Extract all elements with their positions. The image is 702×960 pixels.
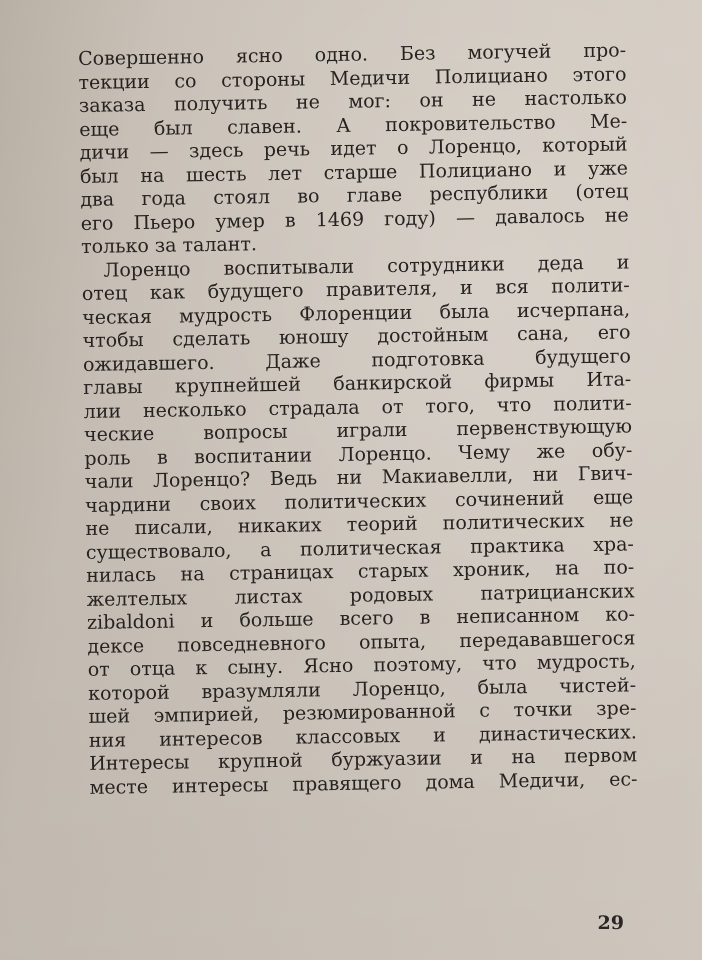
word: буржуазии [331,747,442,772]
word: на [511,745,536,769]
word: политических [284,489,427,514]
text-line: только за талант. [80,233,258,258]
word: в [284,209,296,232]
word: теорий [346,512,418,536]
word: получить [173,92,268,116]
word: с [479,699,491,722]
word: полити- [551,274,630,298]
word: давалось [494,204,585,228]
word: Ведь [269,467,318,491]
word: повседневного [177,631,326,657]
word: всего [339,607,394,630]
word: во [297,185,320,208]
word: будущего [207,279,304,303]
word: не [85,517,110,540]
word: Гвич- [577,462,633,486]
word: листах [234,585,303,609]
word: больше [239,608,314,632]
word: сана, [516,322,570,346]
word: ес- [609,767,638,791]
word: вся [495,275,529,299]
word: крупной [217,749,303,773]
word: Полициано [434,64,548,88]
word: славен. [226,114,302,139]
word: Ита- [586,368,632,392]
word: Ясно [303,654,354,678]
word: ни [532,463,559,486]
word: как [149,281,186,304]
word: родовых [349,582,434,607]
word: хроник, [452,557,531,582]
word: мог: [348,90,392,113]
word: обу- [591,438,633,462]
word: интересы [171,773,269,798]
word: еще [79,117,120,141]
word: воспитании [194,443,313,468]
word: месте [89,775,149,799]
word: сочинений [454,486,565,511]
word: на [554,557,580,580]
word: республики [429,181,549,206]
word: страдала [268,396,360,420]
word: Лоренцо? [152,468,251,492]
word: полити- [553,391,632,416]
word: не [471,88,497,111]
word: династических. [478,720,637,746]
word: Ме- [589,109,628,133]
word: что [482,652,517,675]
word: от [87,658,110,681]
word: текции [78,70,150,94]
word: эмпирией, [153,703,260,727]
word: дома [425,770,475,794]
word: и [432,723,447,747]
word: ческие [83,422,155,446]
word: исчерпана, [516,297,631,322]
word: не [604,203,629,227]
word: первенствующую [456,415,633,441]
word: два [80,188,115,211]
word: существовало, [85,539,232,564]
word: чардини [85,493,172,517]
word: Медичи [329,66,411,90]
word: главы [83,376,143,399]
word: неписанном [456,604,580,629]
word: Совершенно [78,46,205,70]
page-number: 29 [597,912,624,934]
word: стоял [213,186,271,209]
word: лет [267,161,303,185]
word: отца [129,657,176,681]
word: поэтому, [373,653,463,677]
word: на [140,164,165,187]
word: политическая [299,535,442,561]
word: чтобы [82,329,144,352]
word: шей [88,705,131,728]
word: шесть [185,162,247,186]
word: и [459,276,473,300]
word: по- [603,556,635,579]
word: мудрость, [536,650,636,674]
word: была [477,675,528,699]
word: главе [346,183,403,207]
word: чали [84,470,134,493]
word: банкирской [333,371,453,396]
word: в [419,606,431,629]
word: ния [88,728,127,752]
word: 1469 [315,208,365,231]
word: Макиавелли, [381,464,514,489]
word: хра- [593,532,635,556]
word: его [80,211,114,235]
word: могучей [467,40,552,64]
word: была [439,300,490,323]
word: заказа [78,93,146,117]
word: — [455,206,476,229]
word: и [616,250,630,274]
word: крупнейшей [174,373,302,398]
word: года [141,187,187,211]
word: еще [592,485,634,509]
word: лии [83,399,122,423]
word: был [79,164,119,188]
word: старых [357,559,429,583]
word: отец [81,282,128,305]
word: что [496,393,532,416]
word: несколько [142,397,247,422]
word: Лоренцо, [352,676,446,701]
word: зре- [596,697,637,720]
word: одно. [314,43,369,67]
word: со [174,69,197,92]
word: патрицианских [480,579,635,605]
word: ко- [605,603,636,626]
word: здесь [188,139,244,163]
word: мудрость [179,303,273,327]
word: сотрудники [386,252,505,277]
word: речь [263,138,311,162]
word: юношу [278,325,349,349]
word: классовых [295,724,401,749]
word: правителя, [325,277,438,302]
word: вопросы [203,420,288,445]
word: первом [563,744,638,768]
word: был [153,116,193,140]
word: этого [572,62,627,86]
word: страницах [228,561,334,585]
word: не [609,509,634,532]
word: своих [199,491,256,515]
word: идет [330,137,377,161]
body-text [78,39,638,800]
word: он [419,89,444,112]
word: который [542,133,628,157]
word: нилась [86,563,157,587]
word: интересов [159,726,263,751]
word: писали, [134,515,213,540]
word: покровительство [385,111,556,136]
word: Флоренции [299,301,413,326]
word: Полициано [418,158,533,183]
word: опыта, [358,630,427,654]
word: на [180,563,205,586]
word: будущего [534,344,632,369]
word: не [295,91,321,114]
word: подготовка [371,347,485,371]
word: Медичи, [498,768,586,792]
word: дексе [87,634,145,658]
word: старше [323,160,398,184]
word: сыну. [227,655,284,679]
word: в [156,446,168,469]
word: достойным [377,323,489,348]
word: дичи [79,141,130,164]
word: Чему [458,440,511,464]
word: стороны [220,67,306,92]
word: же [536,439,566,463]
word: ожидавшего. [82,351,215,376]
word: А [336,114,351,137]
word: желтелых [86,586,188,611]
word: — [149,140,169,163]
word: а [259,538,272,561]
word: умер [215,209,265,233]
word: (отец [575,180,629,204]
word: деда [537,251,584,275]
word: ни [336,466,363,489]
word: вразумляли [201,678,321,703]
word: ческая [82,305,153,329]
word: роль [84,446,131,470]
word: точки [513,698,573,722]
word: к [195,657,208,680]
word: Даже [265,349,321,373]
word: воспитывали [223,255,355,280]
word: сделать [172,327,251,351]
word: про- [583,39,627,63]
word: его [597,321,631,344]
word: передававшегося [459,626,636,652]
word: которой [87,681,170,705]
word: и [553,157,567,181]
word: Без [399,42,436,65]
word: Лоренцо [103,257,191,282]
word: Лоренцо, [428,135,523,159]
word: играли [336,418,408,442]
word: от [381,395,404,418]
word: Пьеро [133,210,196,234]
word: никаких [237,514,322,538]
word: того, [425,394,476,418]
word: году) [384,206,437,230]
word: фирмы [484,369,555,393]
word: и [200,609,214,633]
word: резюмированной [282,700,456,725]
word: и [470,746,484,769]
word: политических [442,510,585,535]
word: уже [587,156,629,180]
word: о [396,136,409,160]
word: настолько [524,86,627,110]
word: zibaldoni [86,610,175,634]
word: Интересы [89,751,190,775]
word: практика [470,533,565,558]
word: ясно [235,44,283,68]
word: Лоренцо. [338,441,432,466]
word: чистей- [559,673,637,698]
word: правящего [292,771,402,796]
